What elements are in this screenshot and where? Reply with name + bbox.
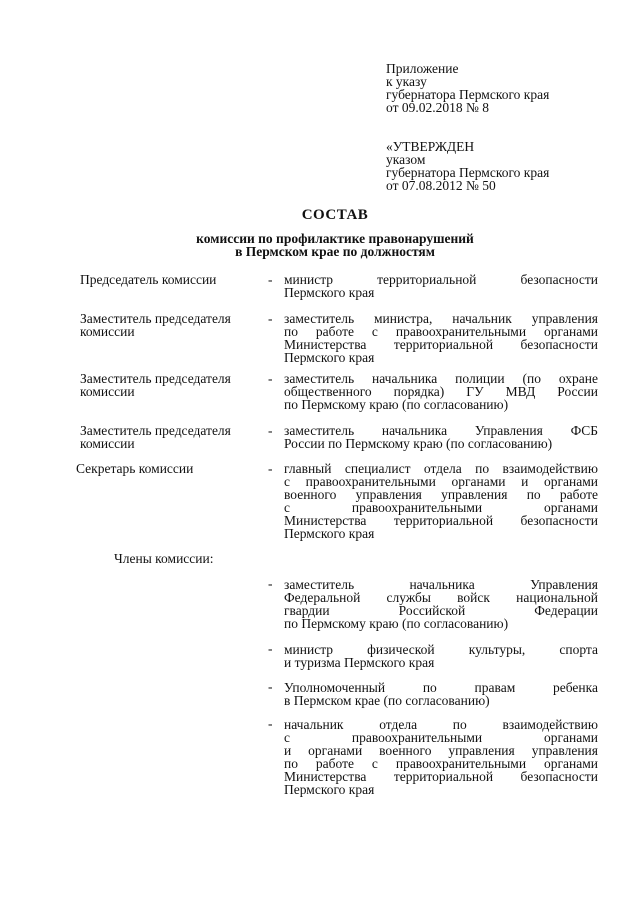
- desc-line: заместитель министра, начальник управления: [284, 311, 598, 326]
- desc-line: общественного порядка) ГУ МВД России: [284, 384, 598, 399]
- desc-line: России по Пермскому краю (по согласованию): [284, 436, 553, 451]
- desc-line: Министерства территориальной безопасности: [284, 337, 598, 352]
- dash-separator: -: [268, 371, 273, 386]
- desc-line: Пермского края: [284, 350, 375, 365]
- appendix-line: от 09.02.2018 № 8: [386, 100, 489, 115]
- desc-line: Министерства территориальной безопасности: [284, 769, 598, 784]
- desc-line: по Пермскому краю (по согласованию): [284, 616, 509, 631]
- desc-line: начальник отдела по взаимодействию: [284, 717, 598, 732]
- role-deputy-chairman: [80, 424, 231, 450]
- member-description: [284, 578, 598, 630]
- approval-line: губернатора Пермского края: [386, 165, 550, 180]
- desc-line: главный специалист отдела по взаимодействию: [284, 461, 598, 476]
- role-line: комиссии: [80, 384, 135, 399]
- desc-line: гвардии Российской Федерации: [284, 603, 598, 618]
- role-chairman: [80, 273, 216, 286]
- role-line: Секретарь комиссии: [76, 461, 194, 476]
- desc-line: по работе с правоохранительными органами: [284, 324, 598, 339]
- desc-line: Пермского края: [284, 782, 375, 797]
- role-line: Заместитель председателя: [80, 423, 231, 438]
- dash-separator: -: [268, 272, 273, 287]
- role-line: Заместитель председателя: [80, 311, 231, 326]
- role-secretary: [76, 462, 193, 475]
- desc-line: заместитель начальника Управления ФСБ: [284, 423, 598, 438]
- subtitle-line: в Пермском крае по должностям: [235, 244, 435, 259]
- position-description: [284, 273, 598, 299]
- position-description: [284, 462, 598, 540]
- desc-line: заместитель начальника Управления: [284, 577, 598, 592]
- desc-line: с правоохранительными органами и органами: [284, 474, 598, 489]
- role-line: Председатель комиссии: [80, 272, 217, 287]
- approval-note: [386, 140, 549, 192]
- role-line: комиссии: [80, 436, 135, 451]
- desc-line: в Пермском крае (по согласованию): [284, 693, 490, 708]
- desc-line: по работе с правоохранительными органами: [284, 756, 598, 771]
- desc-line: министр физической культуры, спорта: [284, 642, 598, 657]
- dash-separator: -: [268, 716, 273, 731]
- desc-line: Пермского края: [284, 285, 375, 300]
- desc-line: с правоохранительными органами: [284, 500, 598, 515]
- members-heading: Члены комиссии:: [114, 551, 214, 566]
- approval-line: «УТВЕРЖДЕН: [386, 139, 475, 154]
- desc-line: и органами военного управления управления: [284, 743, 598, 758]
- dash-separator: -: [268, 311, 273, 326]
- position-description: [284, 424, 598, 450]
- dash-separator: -: [268, 679, 273, 694]
- desc-line: с правоохранительными органами: [284, 730, 598, 745]
- role-deputy-chairman: [80, 372, 231, 398]
- member-description: [284, 718, 598, 796]
- approval-line: указом: [386, 152, 426, 167]
- appendix-line: Приложение: [386, 61, 459, 76]
- desc-line: заместитель начальника полиции (по охране: [284, 371, 598, 386]
- position-description: [284, 312, 598, 364]
- desc-line: Пермского края: [284, 526, 375, 541]
- document-subtitle: [0, 232, 640, 258]
- member-description: [284, 681, 598, 707]
- dash-separator: -: [268, 576, 273, 591]
- desc-line: министр территориальной безопасности: [284, 272, 598, 287]
- role-line: комиссии: [80, 324, 135, 339]
- appendix-line: к указу: [386, 74, 427, 89]
- desc-line: военного управления управления по работе: [284, 487, 598, 502]
- desc-line: по Пермскому краю (по согласованию): [284, 397, 509, 412]
- dash-separator: -: [268, 641, 273, 656]
- appendix-line: губернатора Пермского края: [386, 87, 550, 102]
- desc-line: Министерства территориальной безопасности: [284, 513, 598, 528]
- member-description: [284, 643, 598, 669]
- position-description: [284, 372, 598, 411]
- document-title: СОСТАВ: [301, 207, 369, 223]
- desc-line: Федеральной службы войск национальной: [284, 590, 598, 605]
- desc-line: и туризма Пермского края: [284, 655, 435, 670]
- appendix-note: [386, 62, 549, 114]
- dash-separator: -: [268, 423, 273, 438]
- desc-line: Уполномоченный по правам ребенка: [284, 680, 598, 695]
- role-deputy-chairman: [80, 312, 231, 338]
- subtitle-line: комиссии по профилактике правонарушений: [196, 231, 474, 246]
- approval-line: от 07.08.2012 № 50: [386, 178, 496, 193]
- dash-separator: -: [268, 461, 273, 476]
- role-line: Заместитель председателя: [80, 371, 231, 386]
